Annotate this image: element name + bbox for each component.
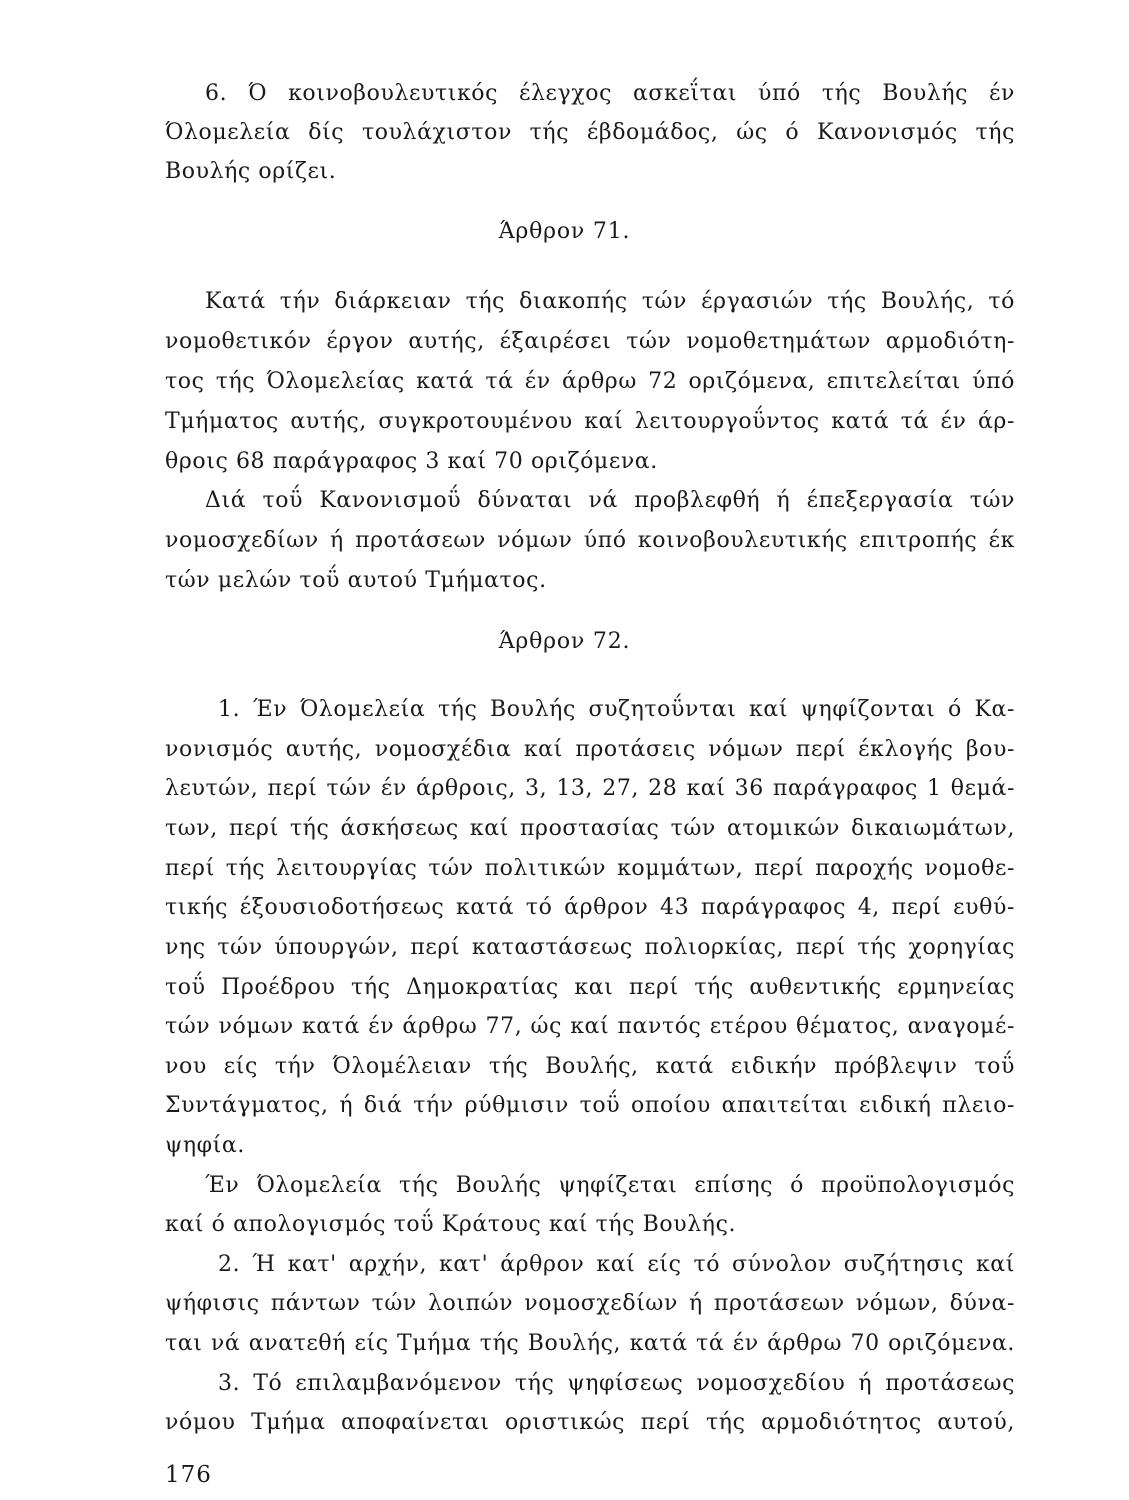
article-72-p1-line-11: Συντάγματος, ή διά τήν ρύθμισιν τοΰ οποίου απαιτείται ειδική πλειο- bbox=[165, 1093, 1015, 1118]
article-72-p1-line-8: τοΰ Προέδρου τής Δημοκρατίας και περί τής αυθεντικής ερμηνείας bbox=[165, 975, 1015, 1000]
article-72-p1-line-12: ψηφία. bbox=[165, 1133, 245, 1158]
paragraph-6-line-2: Όλομελεία δίς τουλάχιστον τής έβδομάδος, ώς ό Κανονισμός τής bbox=[165, 120, 1015, 145]
article-72-p1-line-3: λευτών, περί τών έν άρθροις, 3, 13, 27, 28 καί 36 παράγραφος 1 θεμά- bbox=[165, 776, 1015, 801]
article-72-p1-line-1: 1. Έν Όλομελεία τής Βουλής συζητοΰνται καί ψηφίζονται ό Κα- bbox=[218, 697, 1015, 722]
article-72-p1-line-2: νονισμός αυτής, νομοσχέδια καί προτάσεις νόμων περί έκλογής βου- bbox=[165, 737, 1015, 762]
article-72-p1-line-6: τικής έξουσιοδοτήσεως κατά τό άρθρον 43 παράγραφος 4, περί ευθύ- bbox=[165, 895, 1015, 920]
article-71-heading: Άρθρον 71. bbox=[498, 219, 631, 244]
article-71-p2-line-2: νομοσχεδίων ή προτάσεων νόμων ύπό κοινοβουλευτικής επιτροπής έκ bbox=[165, 528, 1015, 553]
article-72-heading: Άρθρον 72. bbox=[498, 629, 631, 654]
article-72-p2-line-1: 2. Ή κατ' αρχήν, κατ' άρθρον καί είς τό σύνολον συζήτησις καί bbox=[218, 1252, 1015, 1277]
article-71-p2-line-1: Διά τοΰ Κανονισμοΰ δύναται νά προβλεφθή ή έπεξεργασία τών bbox=[205, 488, 1015, 513]
article-72-p1-line-10: νου είς τήν Όλομέλειαν τής Βουλής, κατά ειδικήν πρόβλεψιν τοΰ bbox=[165, 1054, 1015, 1079]
article-72-p2-line-2: ψήφισις πάντων τών λοιπών νομοσχεδίων ή προτάσεων νόμων, δύνα- bbox=[165, 1291, 1015, 1316]
article-72-p3-line-1: 3. Τό επιλαμβανόμενον τής ψηφίσεως νομοσχεδίου ή προτάσεως bbox=[218, 1371, 1015, 1396]
page-number: 176 bbox=[165, 1462, 212, 1488]
article-72-p1-line-9: τών νόμων κατά έν άρθρω 77, ώς καί παντός ετέρου θέματος, αναγομέ- bbox=[165, 1014, 1015, 1039]
article-71-p2-line-3: τών μελών τοΰ αυτού Τμήματος. bbox=[165, 568, 547, 593]
paragraph-6-line-3: Βουλής ορίζει. bbox=[165, 159, 337, 184]
article-72-p1b-line-2: καί ό απολογισμός τοΰ Κράτους καί τής Βουλής. bbox=[165, 1212, 737, 1237]
article-72-p1b-line-1: Έν Όλομελεία τής Βουλής ψηφίζεται επίσης ό προϋπολογισμός bbox=[205, 1173, 1015, 1198]
article-72-p1-line-5: περί τής λειτουργίας τών πολιτικών κομμάτων, περί παροχής νομοθε- bbox=[165, 856, 1015, 881]
article-72-p2-line-3: ται νά ανατεθή είς Τμήμα τής Βουλής, κατά τά έν άρθρω 70 οριζόμενα. bbox=[165, 1331, 1015, 1356]
article-71-p1-line-3: τος τής Όλομελείας κατά τά έν άρθρω 72 οριζόμενα, επιτελείται ύπό bbox=[165, 369, 1015, 394]
article-71-p1-line-1: Κατά τήν διάρκειαν τής διακοπής τών έργασιών τής Βουλής, τό bbox=[205, 289, 1015, 314]
article-71-p1-line-2: νομοθετικόν έργον αυτής, έξαιρέσει τών νομοθετημάτων αρμοδιότη- bbox=[165, 329, 1015, 354]
article-71-p1-line-4: Τμήματος αυτής, συγκροτουμένου καί λειτουργοΰντος κατά τά έν άρ- bbox=[165, 409, 1015, 434]
paragraph-6-line-1: 6. Ό κοινοβουλευτικός έλεγχος ασκεΐται ύπό τής Βουλής έν bbox=[205, 81, 1015, 106]
article-71-p1-line-5: θροις 68 παράγραφος 3 καί 70 οριζόμενα. bbox=[165, 449, 658, 474]
article-72-p3-line-2: νόμου Τμήμα αποφαίνεται οριστικώς περί τής αρμοδιότητος αυτού, bbox=[165, 1410, 1015, 1435]
article-72-p1-line-4: των, περί τής άσκήσεως καί προστασίας τών ατομικών δικαιωμάτων, bbox=[165, 816, 1015, 841]
article-72-p1-line-7: νης τών ύπουργών, περί καταστάσεως πολιορκίας, περί τής χορηγίας bbox=[165, 935, 1015, 960]
